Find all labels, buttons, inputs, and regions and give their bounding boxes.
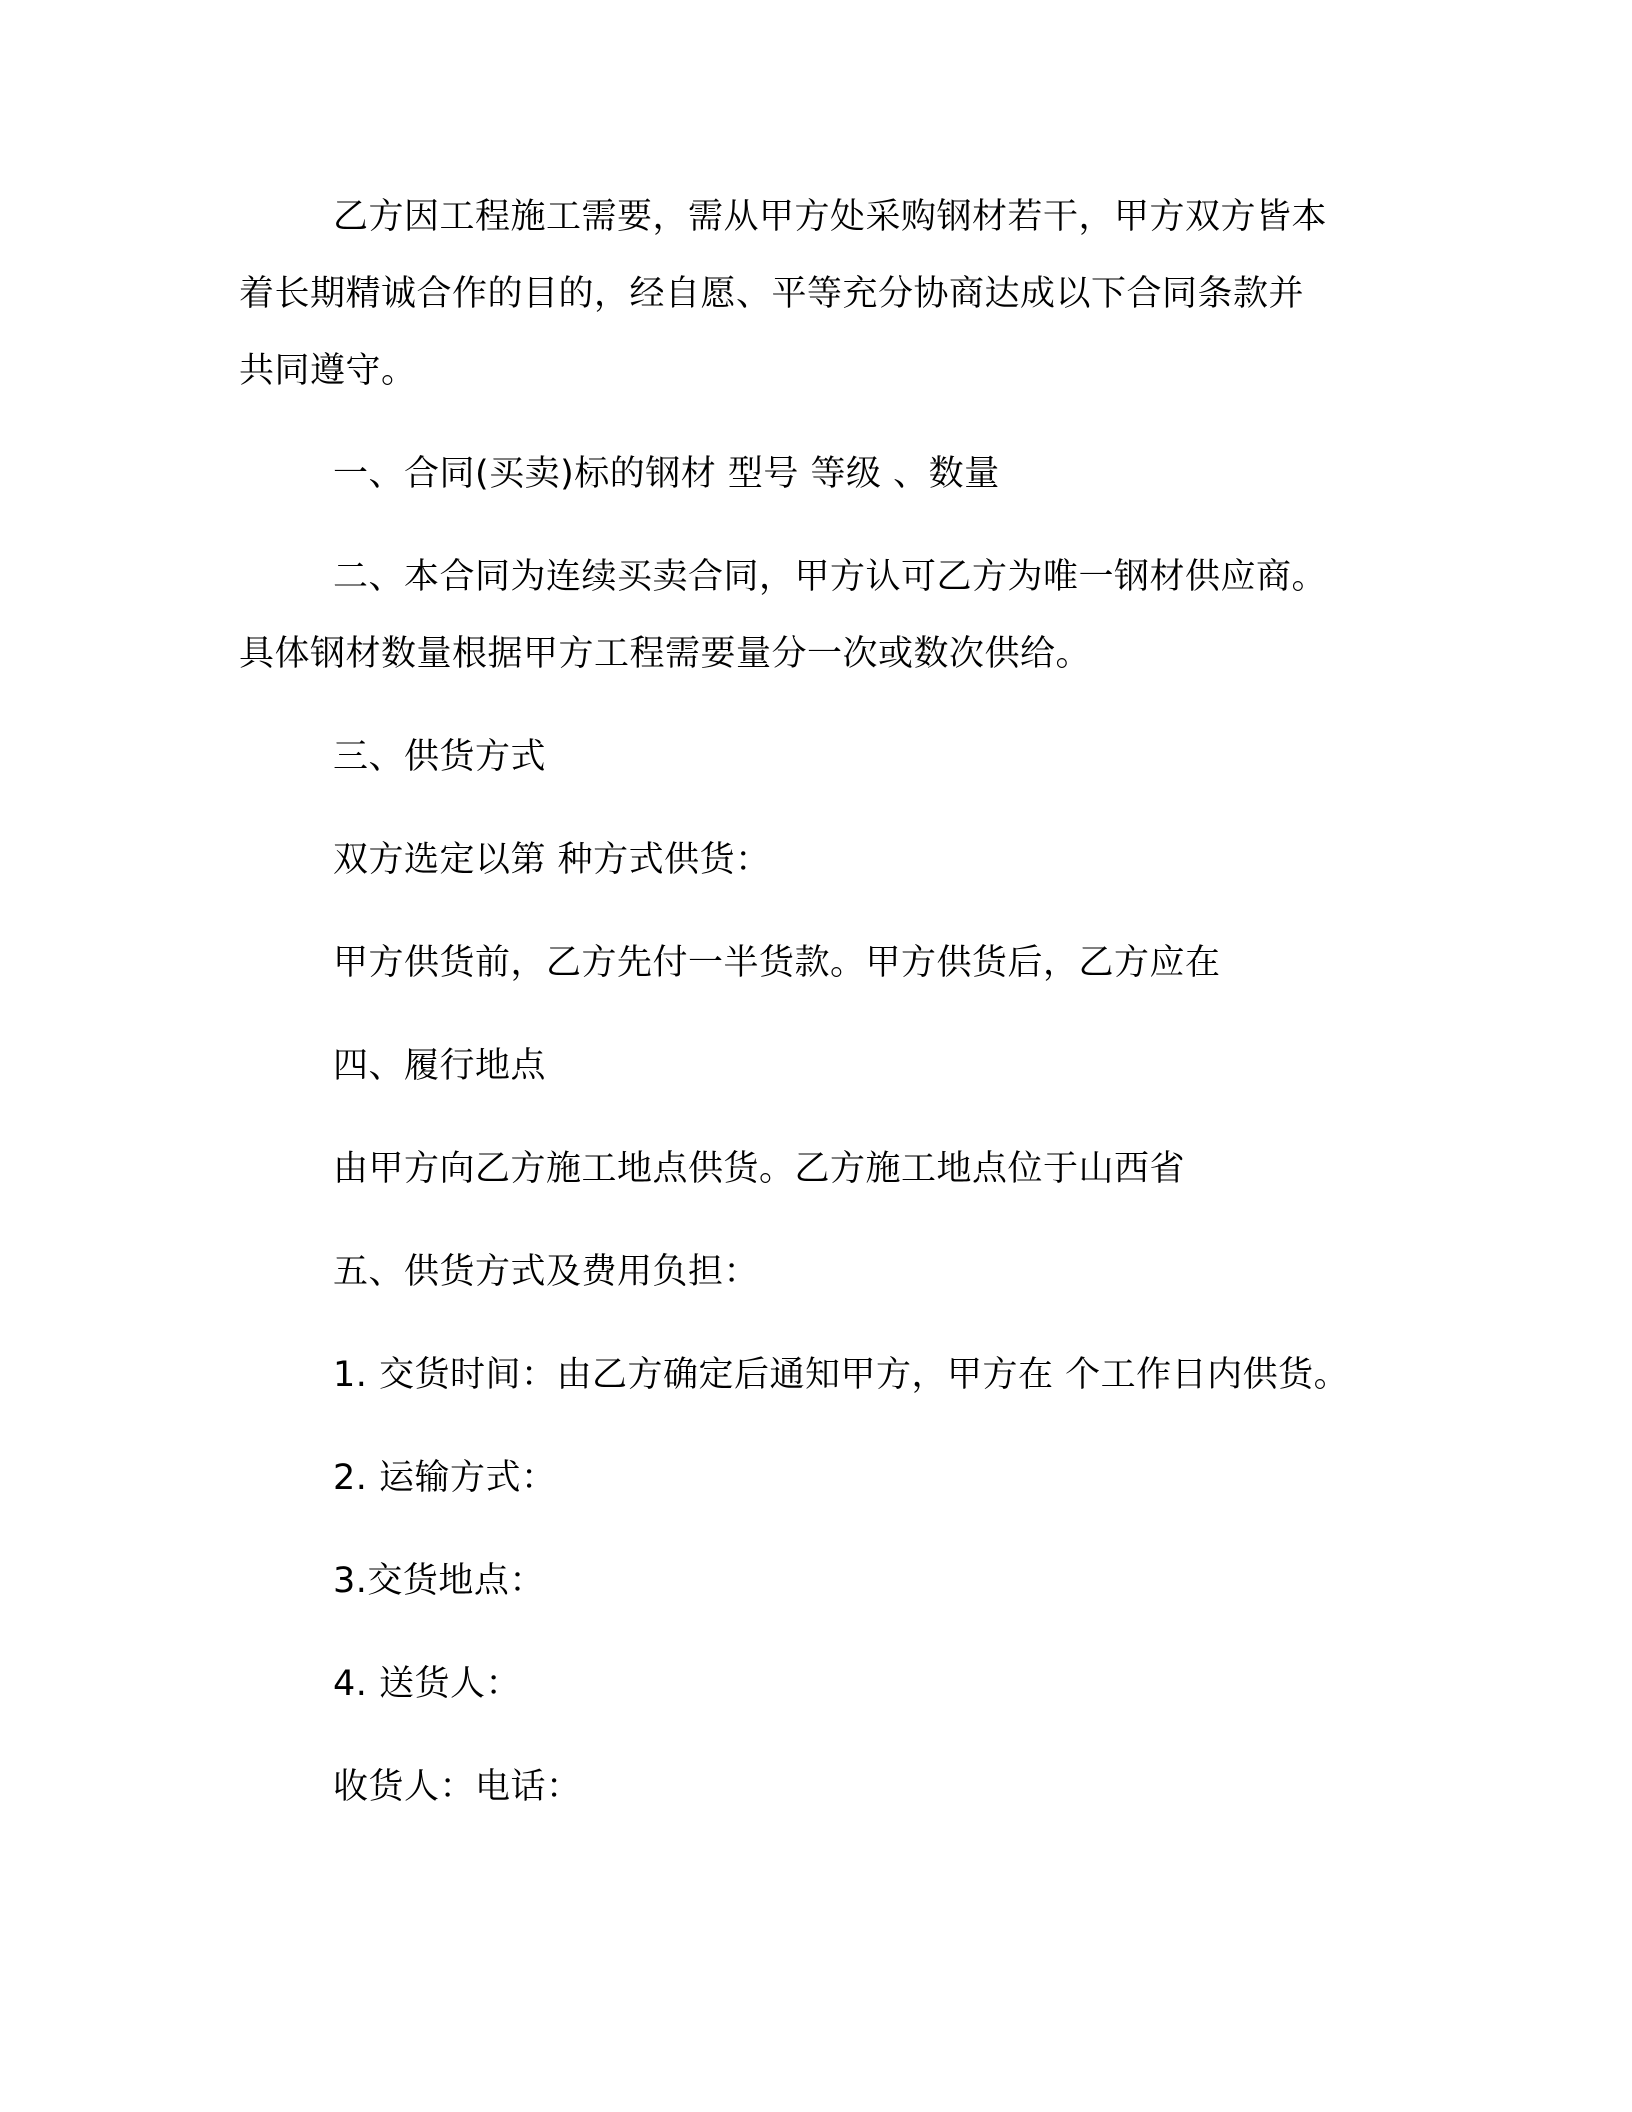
section-5-item-1: 1. 交货时间：由乙方确定后通知甲方，甲方在 个工作日内供货。 <box>333 1355 1350 1395</box>
section-5-receiver: 收货人：电话： <box>333 1767 582 1807</box>
section-3-choice: 双方选定以第 种方式供货： <box>333 840 771 880</box>
section-4-location: 由甲方向乙方施工地点供货。乙方施工地点位于山西省 <box>333 1149 1186 1189</box>
intro-line-3: 共同遵守。 <box>239 351 417 391</box>
section-5-item-3: 3.交货地点： <box>333 1561 545 1601</box>
section-3-payment: 甲方供货前，乙方先付一半货款。甲方供货后，乙方应在 <box>333 943 1221 983</box>
section-1-title: 一、合同(买卖)标的钢材 型号 等级 、数量 <box>333 454 1000 494</box>
intro-line-1: 乙方因工程施工需要，需从甲方处采购钢材若干，甲方双方皆本 <box>333 197 1328 237</box>
section-5-item-2: 2. 运输方式： <box>333 1458 557 1498</box>
section-2-line-1: 二、本合同为连续买卖合同，甲方认可乙方为唯一钢材供应商。 <box>333 557 1328 597</box>
section-2-line-2: 具体钢材数量根据甲方工程需要量分一次或数次供给。 <box>239 634 1092 674</box>
section-4-title: 四、履行地点 <box>333 1046 547 1086</box>
section-5-title: 五、供货方式及费用负担： <box>333 1252 760 1292</box>
section-5-item-4: 4. 送货人： <box>333 1664 522 1704</box>
section-3-title: 三、供货方式 <box>333 737 547 777</box>
intro-line-2: 着长期精诚合作的目的，经自愿、平等充分协商达成以下合同条款并 <box>239 274 1305 314</box>
